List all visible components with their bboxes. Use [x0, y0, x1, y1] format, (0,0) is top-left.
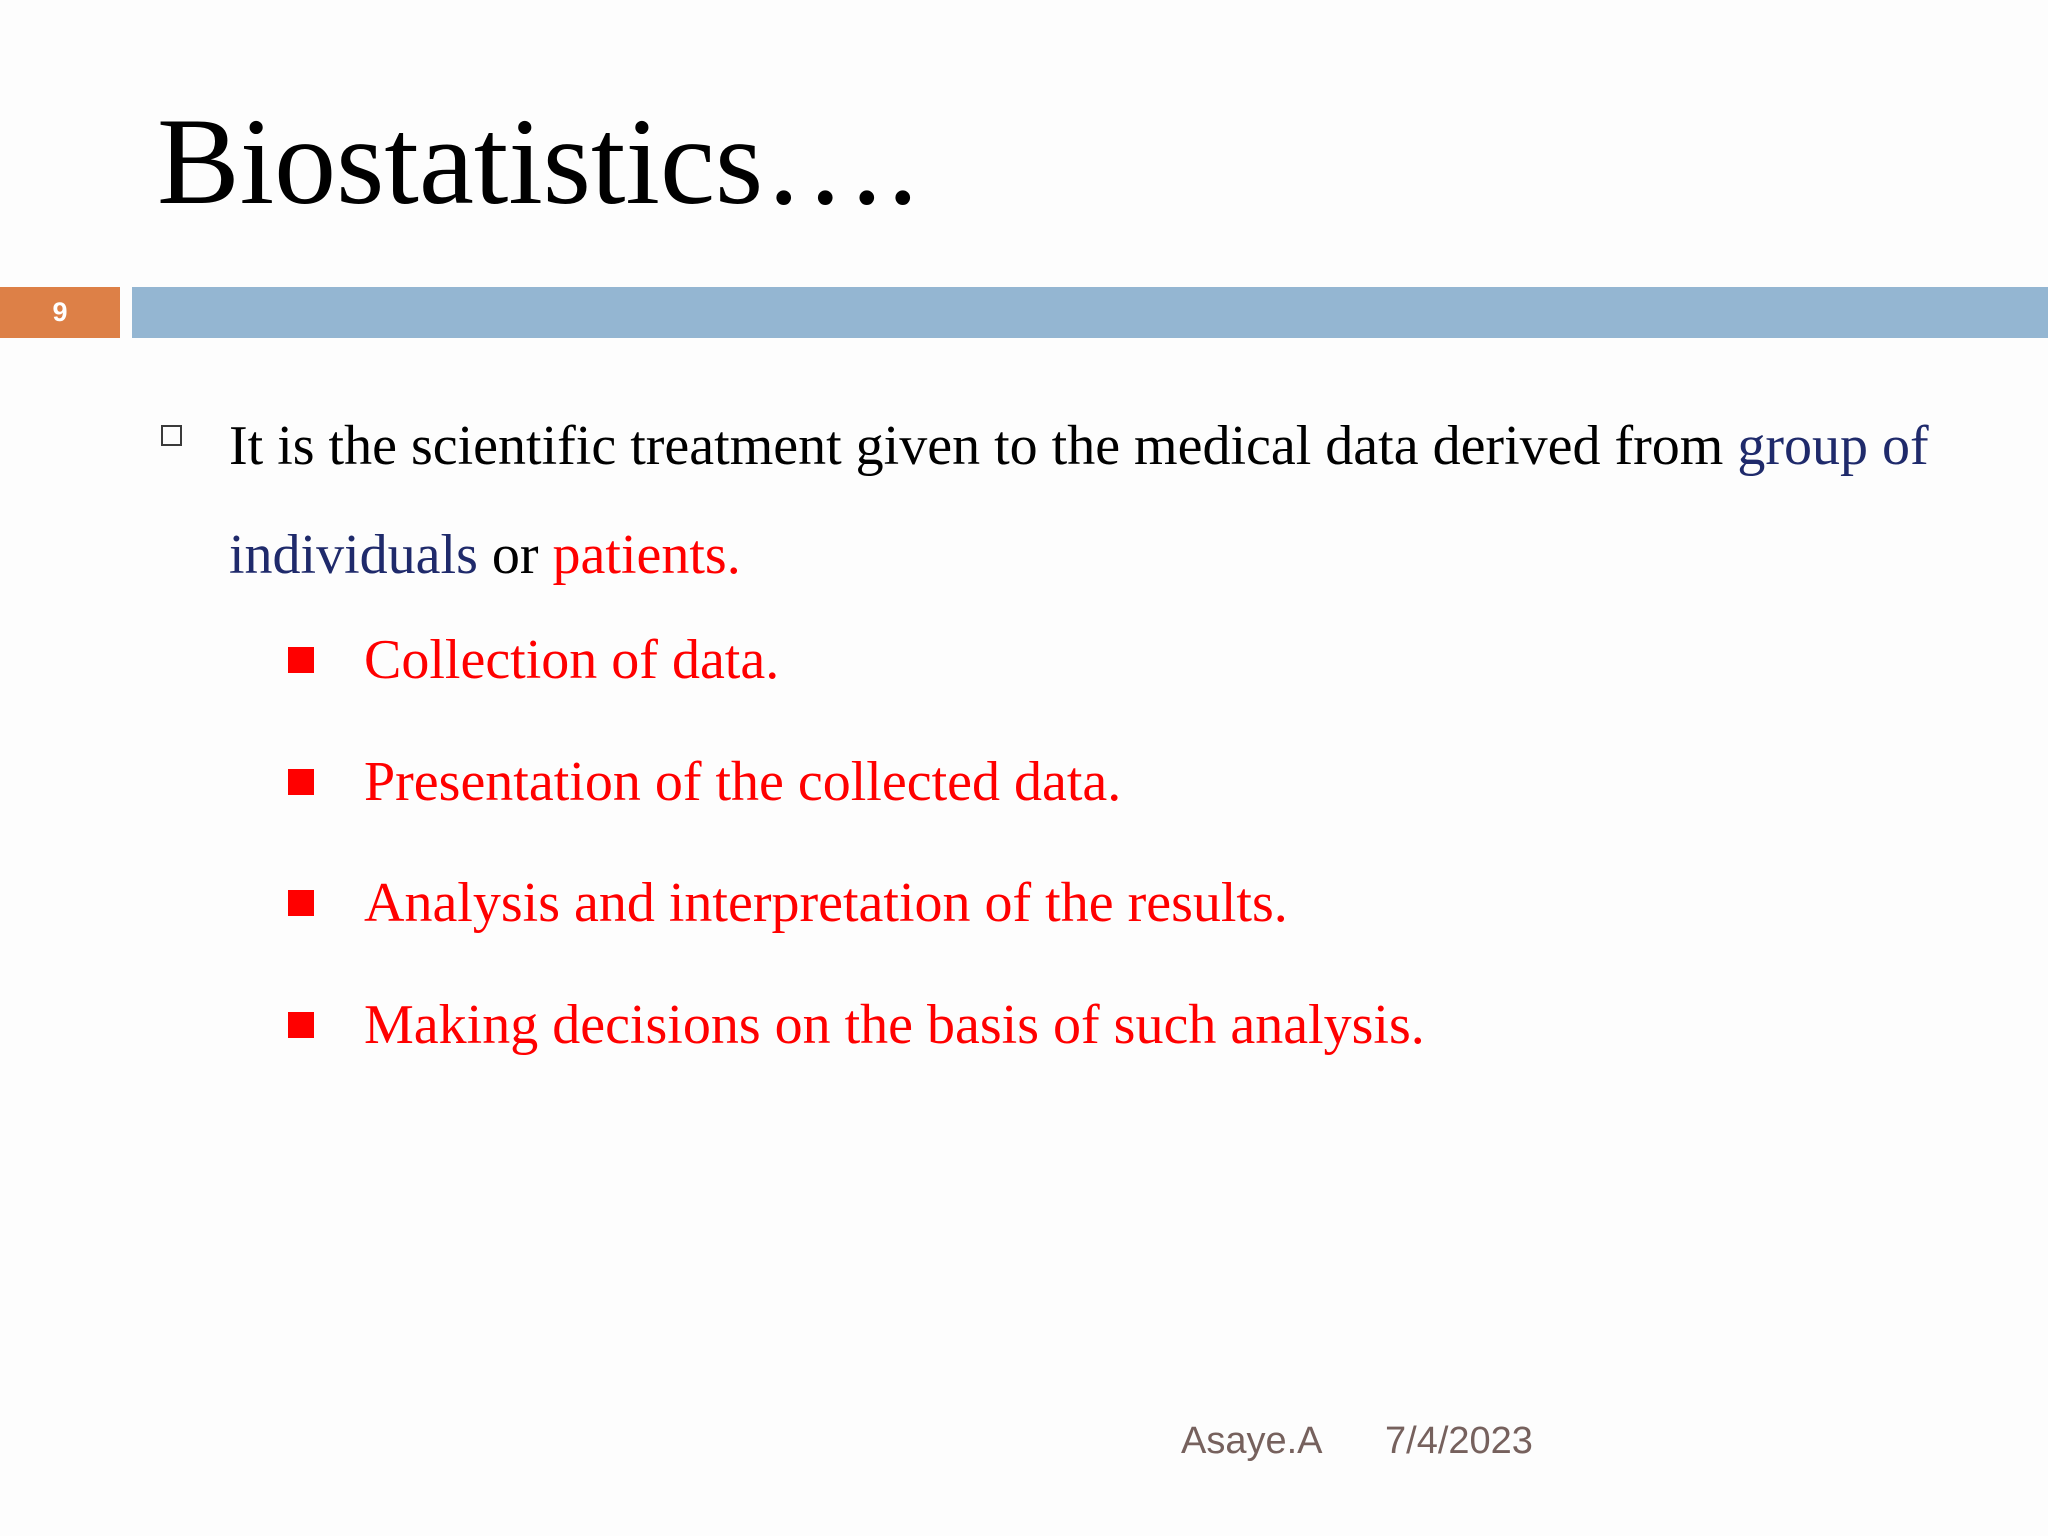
filled-square-icon: [288, 1012, 314, 1038]
sub-point-text: Analysis and interpretation of the results.: [364, 872, 1288, 934]
sub-point-item: [288, 990, 1425, 1060]
sub-point-item: [288, 747, 1121, 817]
sub-point-item: [288, 625, 779, 695]
hollow-square-icon: [161, 425, 182, 446]
page-number: 9: [52, 297, 68, 327]
sub-point-text: Collection of data.: [364, 629, 780, 691]
header-bar: [132, 287, 2048, 338]
sub-point-text: Making decisions on the basis of such analysis.: [364, 994, 1425, 1056]
sub-point-text: Presentation of the collected data.: [364, 751, 1122, 813]
footer-date: 7/4/2023: [1385, 1420, 1533, 1462]
main-point-text: It is the scientific treatment given to the medical data derived from: [229, 415, 1738, 477]
filled-square-icon: [288, 890, 314, 916]
page-number-badge: [0, 287, 120, 338]
main-point-highlight-group: group of individuals: [229, 415, 1929, 586]
main-point-connector: or: [477, 524, 553, 586]
slide-title: Biostatistics….: [157, 93, 919, 230]
filled-square-icon: [288, 769, 314, 795]
main-point: [229, 392, 1949, 610]
footer-author: Asaye.A: [1181, 1420, 1323, 1462]
sub-point-item: [288, 868, 1288, 938]
filled-square-icon: [288, 647, 314, 673]
main-point-highlight-patients: patients.: [552, 524, 741, 586]
